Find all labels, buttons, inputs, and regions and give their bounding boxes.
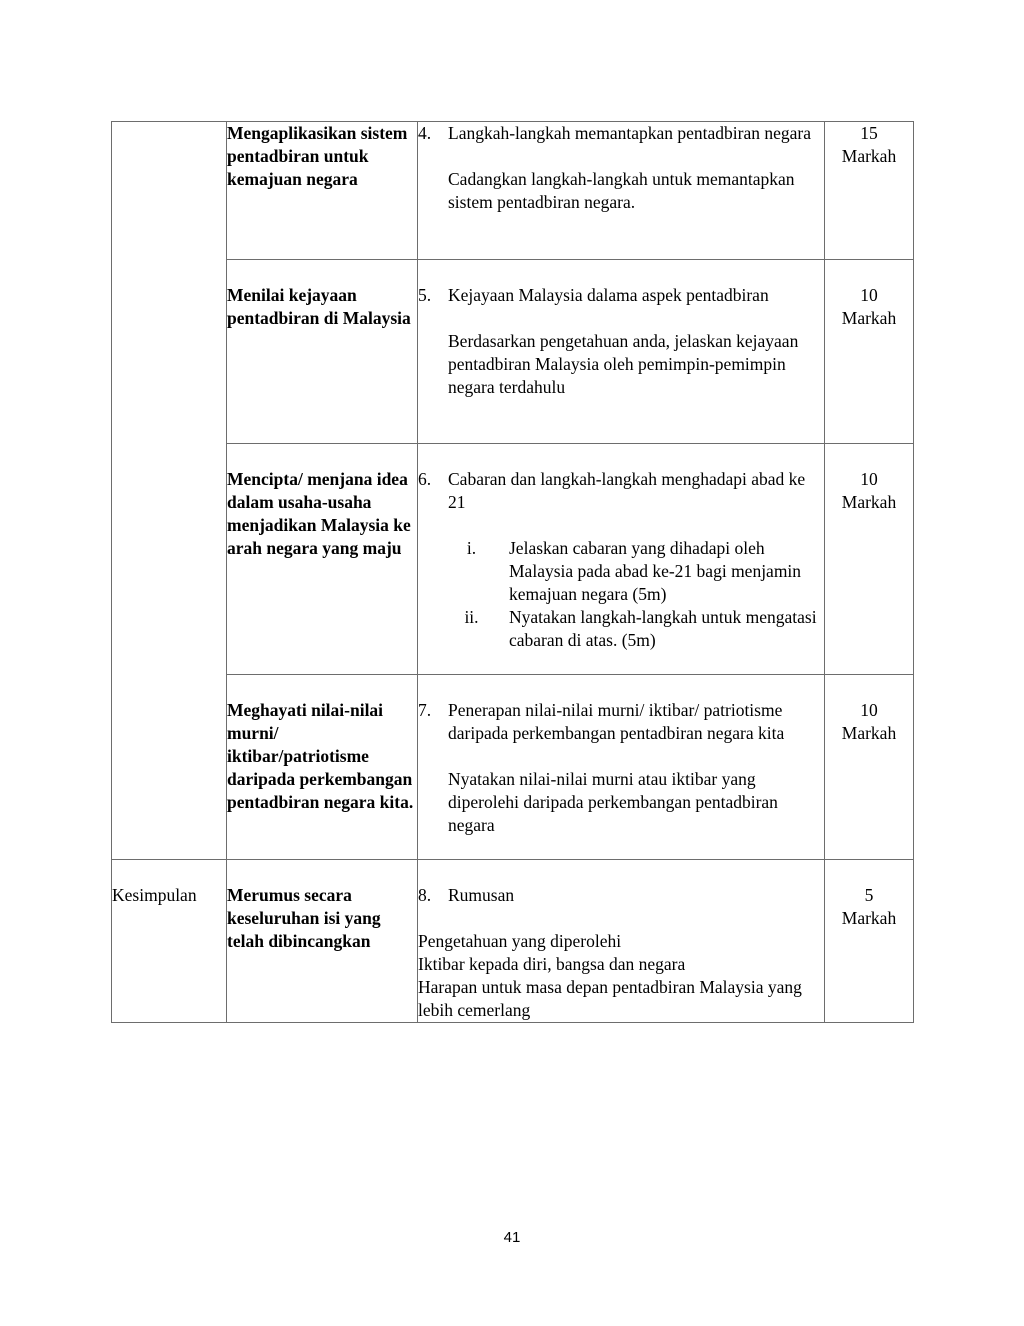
item-number: 6. (418, 469, 432, 489)
item-title: Penerapan nilai-nilai murni/ iktibar/ patriotisme daripada perkembangan pentadbiran negara kita (448, 700, 785, 743)
section-cell (112, 860, 227, 1023)
marks-cell (825, 122, 914, 260)
table-row (112, 444, 914, 675)
table-row (112, 260, 914, 444)
sub-item (448, 606, 824, 652)
criterion-text: Menilai kejayaan pentadbiran di Malaysia (227, 285, 411, 328)
criterion-cell (227, 675, 418, 860)
sub-item-text: Nyatakan langkah-langkah untuk mengatasi cabaran di atas. (5m) (509, 607, 817, 650)
criterion-cell (227, 122, 418, 260)
marks-value: 10 (860, 285, 878, 305)
criterion-text: Meghayati nilai-nilai murni/ iktibar/patriotisme daripada perkembangan pentadbiran negara kita. (227, 700, 414, 812)
task-item (418, 122, 824, 145)
marks-cell (825, 860, 914, 1023)
section-cell (112, 122, 227, 860)
item-description: Cadangkan langkah-langkah untuk memantapkan sistem pentadbiran negara. (448, 169, 795, 212)
task-cell (418, 260, 825, 444)
assessment-rubric-table (111, 121, 914, 1023)
criterion-cell (227, 860, 418, 1023)
section-label: Kesimpulan (112, 885, 197, 905)
conclusion-line: Harapan untuk masa depan pentadbiran Malaysia yang lebih cemerlang (418, 977, 802, 1020)
marks-unit: Markah (841, 908, 897, 928)
marks-value: 15 (860, 123, 878, 143)
marks-unit: Markah (841, 492, 897, 512)
task-item (418, 468, 824, 514)
page-number: 41 (503, 1229, 521, 1246)
marks-value: 5 (864, 885, 874, 905)
task-cell (418, 675, 825, 860)
marks-unit: Markah (841, 723, 897, 743)
sub-item-numeral: i. (466, 538, 477, 558)
item-title: Cabaran dan langkah-langkah menghadapi abad ke 21 (448, 469, 806, 512)
item-title: Rumusan (448, 885, 515, 905)
task-item (418, 284, 824, 307)
marks-unit: Markah (841, 146, 897, 166)
criterion-text: Mencipta/ menjana idea dalam usaha-usaha menjadikan Malaysia ke arah negara yang maju (227, 469, 411, 558)
sub-item-numeral: ii. (464, 607, 479, 627)
table-row (112, 860, 914, 1023)
sub-item (448, 537, 824, 606)
task-item (418, 884, 824, 907)
item-description: Berdasarkan pengetahuan anda, jelaskan kejayaan pentadbiran Malaysia oleh pemimpin-pemimpin negara terdahulu (448, 331, 799, 397)
criterion-text: Mengaplikasikan sistem pentadbiran untuk kemajuan negara (227, 123, 408, 189)
task-cell (418, 444, 825, 675)
table-row (112, 122, 914, 260)
item-title: Kejayaan Malaysia dalama aspek pentadbiran (448, 285, 769, 305)
marks-value: 10 (860, 469, 878, 489)
task-item (418, 699, 824, 745)
item-number: 7. (418, 700, 432, 720)
marks-cell (825, 260, 914, 444)
marks-cell (825, 444, 914, 675)
sub-item-text: Jelaskan cabaran yang dihadapi oleh Malaysia pada abad ke-21 bagi menjamin kemajuan negara (5m) (509, 538, 802, 604)
marks-value: 10 (860, 700, 878, 720)
marks-cell (825, 675, 914, 860)
task-cell (418, 122, 825, 260)
criterion-text: Merumus secara keseluruhan isi yang telah dibincangkan (227, 885, 381, 951)
table-row (112, 675, 914, 860)
marks-unit: Markah (841, 308, 897, 328)
item-title: Langkah-langkah memantapkan pentadbiran negara (448, 123, 811, 143)
conclusion-line: Pengetahuan yang diperolehi (418, 931, 622, 951)
criterion-cell (227, 260, 418, 444)
item-number: 5. (418, 285, 432, 305)
criterion-cell (227, 444, 418, 675)
item-description: Nyatakan nilai-nilai murni atau iktibar yang diperolehi daripada perkembangan pentadbiran negara (448, 769, 778, 835)
item-number: 8. (418, 885, 432, 905)
item-number: 4. (418, 123, 432, 143)
conclusion-line: Iktibar kepada diri, bangsa dan negara (418, 954, 686, 974)
task-cell (418, 860, 825, 1023)
